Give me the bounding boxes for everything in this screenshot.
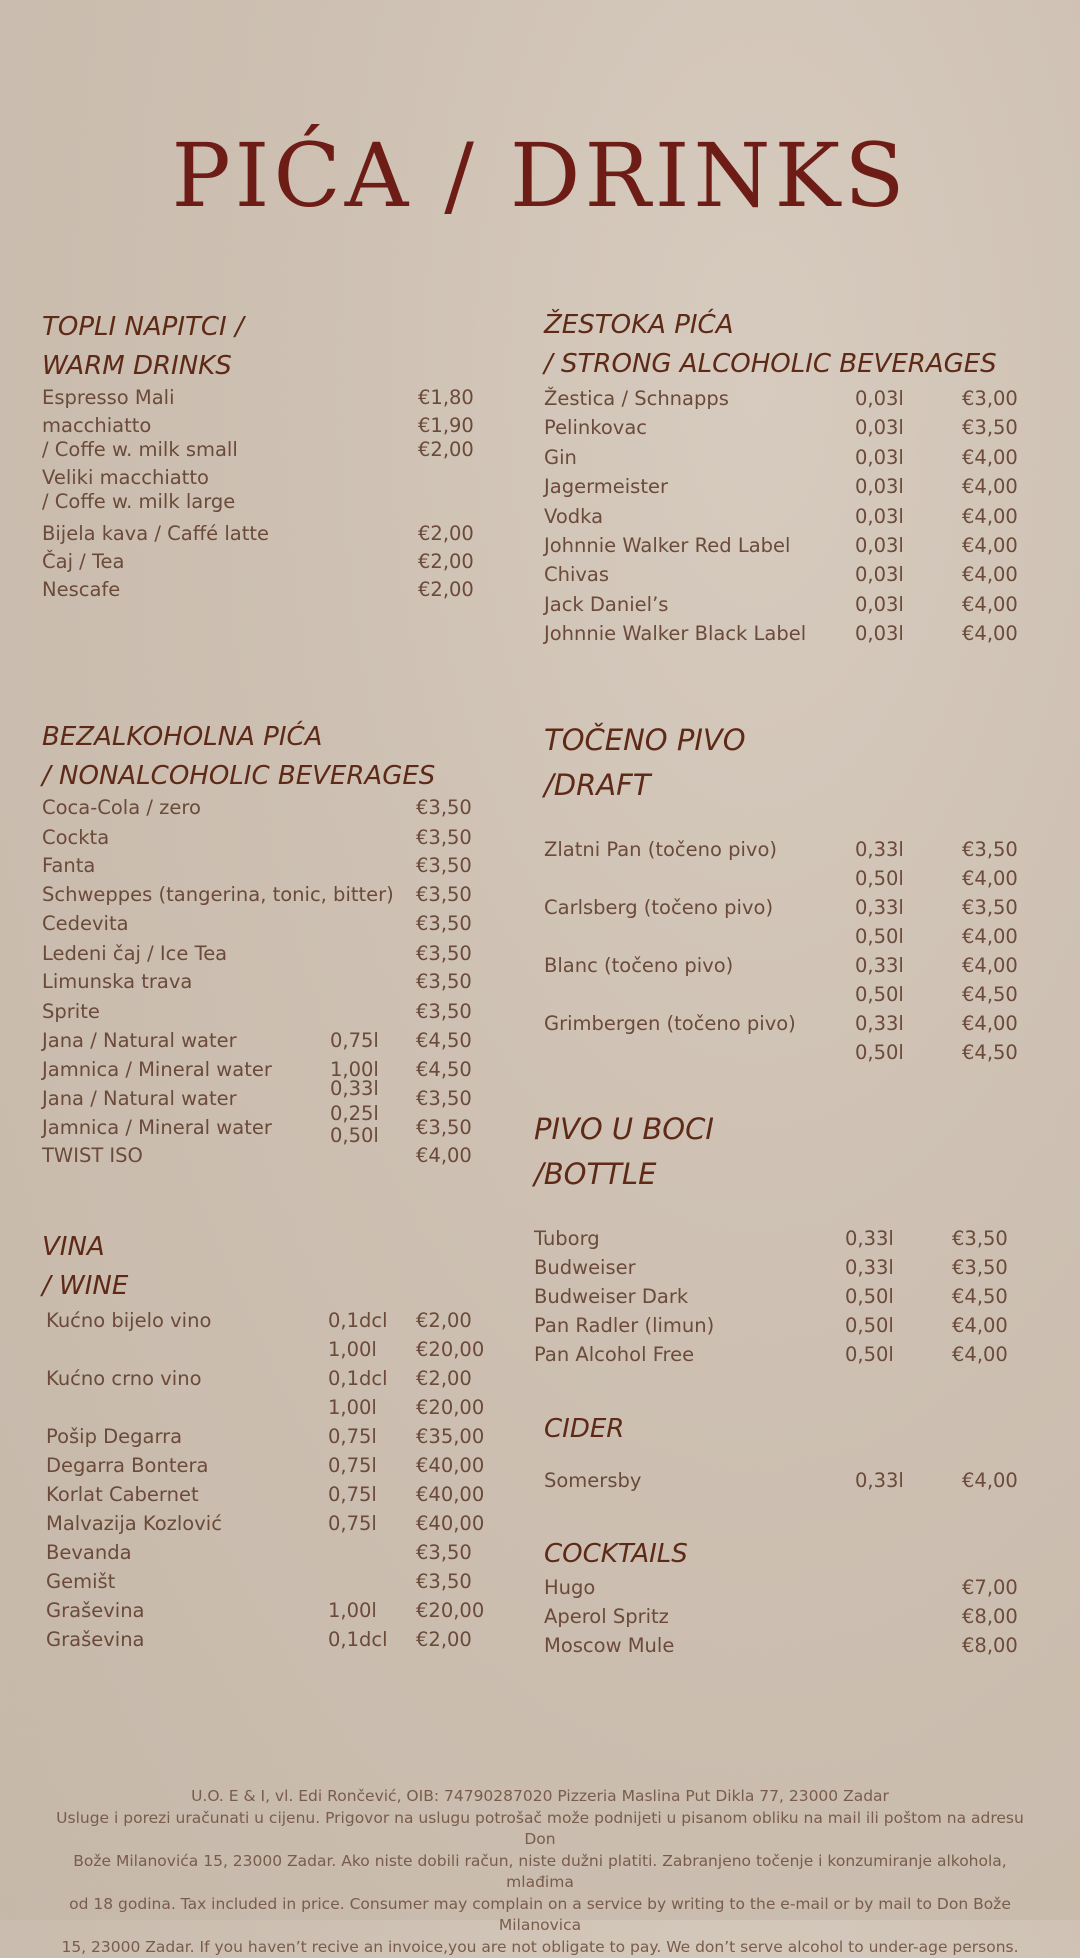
section-strong-drinks bbox=[544, 306, 1044, 652]
item-price: €40,00 bbox=[416, 1483, 484, 1506]
item-name: Budweiser Dark bbox=[534, 1285, 688, 1308]
item-name: Pošip Degarra bbox=[46, 1425, 182, 1448]
item-name: Degarra Bontera bbox=[46, 1454, 208, 1477]
item-price: €35,00 bbox=[416, 1425, 484, 1448]
item-size: 0,03l bbox=[855, 534, 904, 557]
item-price: €20,00 bbox=[416, 1396, 484, 1419]
item-price: €2,00 bbox=[416, 1628, 472, 1651]
item-name: macchiatto bbox=[42, 414, 151, 437]
item-price: €2,00 bbox=[418, 550, 474, 573]
item-name: Nescafe bbox=[42, 578, 120, 601]
item-price: €4,00 bbox=[962, 622, 1018, 645]
item-price: €4,00 bbox=[416, 1144, 472, 1167]
footer-line: Usluge i porezi uračunati u cijenu. Prigovor na uslugu potrošač može podnijeti u pisanom obliku na mail ili poštom na adresu Don bbox=[40, 1808, 1040, 1851]
item-size: 0,03l bbox=[855, 622, 904, 645]
item-price: €40,00 bbox=[416, 1512, 484, 1535]
item-name: / Coffe w. milk small bbox=[42, 438, 238, 461]
item-size: 1,00l bbox=[330, 1058, 379, 1081]
item-price: €3,50 bbox=[416, 1087, 472, 1110]
item-name: Carlsberg (točeno pivo) bbox=[544, 896, 773, 919]
item-price: €1,80 bbox=[418, 386, 474, 409]
section-title: ŽESTOKA PIĆA bbox=[544, 306, 1044, 345]
item-price: €4,00 bbox=[952, 1314, 1008, 1337]
item-size: 0,33l bbox=[855, 1012, 904, 1035]
item-price: €3,50 bbox=[416, 970, 472, 993]
item-size: 0,33l bbox=[845, 1227, 894, 1250]
item-name: Moscow Mule bbox=[544, 1634, 674, 1657]
item-name: Malvazija Kozlović bbox=[46, 1512, 222, 1535]
item-name: / Coffe w. milk large bbox=[42, 490, 235, 513]
item-size: 1,00l bbox=[328, 1396, 377, 1419]
section-title: COCKTAILS bbox=[544, 1535, 1044, 1574]
footer-line: 15, 23000 Zadar. If you haven’t recive an invoice,you are not obligate to pay. We don’t serve alcohol to under-age persons. bbox=[40, 1937, 1040, 1958]
item-price: €4,00 bbox=[962, 505, 1018, 528]
item-name: Fanta bbox=[42, 854, 95, 877]
item-price: €4,50 bbox=[416, 1029, 472, 1052]
item-name: Jack Daniel’s bbox=[544, 593, 668, 616]
item-name: Budweiser bbox=[534, 1256, 636, 1279]
item-size: 0,33l bbox=[855, 838, 904, 861]
item-name: Korlat Cabernet bbox=[46, 1483, 199, 1506]
item-name: Bijela kava / Caffé latte bbox=[42, 522, 269, 545]
item-price: €4,00 bbox=[962, 925, 1018, 948]
item-price: €2,00 bbox=[418, 578, 474, 601]
item-price: €1,90 bbox=[418, 414, 474, 437]
item-size: 0,50l bbox=[855, 925, 904, 948]
item-price: €3,50 bbox=[952, 1227, 1008, 1250]
item-size: 0,33l bbox=[845, 1256, 894, 1279]
item-price: €3,50 bbox=[416, 1000, 472, 1023]
section-cider bbox=[544, 1410, 1044, 1499]
item-price: €3,50 bbox=[416, 854, 472, 877]
page-title: PIĆA / DRINKS bbox=[0, 132, 1080, 220]
item-size: 0,33l bbox=[855, 896, 904, 919]
item-price: €3,50 bbox=[416, 883, 472, 906]
item-name: Kućno crno vino bbox=[46, 1367, 202, 1390]
item-size: 0,03l bbox=[855, 593, 904, 616]
item-name: Pelinkovac bbox=[544, 416, 647, 439]
item-price: €8,00 bbox=[962, 1605, 1018, 1628]
section-warm-drinks bbox=[42, 308, 482, 608]
item-name: Pan Radler (limun) bbox=[534, 1314, 714, 1337]
item-price: €3,50 bbox=[962, 416, 1018, 439]
item-price: €2,00 bbox=[418, 438, 474, 461]
item-size: 0,75l bbox=[328, 1425, 377, 1448]
item-price: €3,50 bbox=[416, 826, 472, 849]
item-name: Grimbergen (točeno pivo) bbox=[544, 1012, 796, 1035]
item-name: Žestica / Schnapps bbox=[544, 387, 729, 410]
item-size: 0,75l bbox=[330, 1029, 379, 1052]
item-price: €4,50 bbox=[952, 1285, 1008, 1308]
item-name: Gemišt bbox=[46, 1570, 115, 1593]
item-name: Tuborg bbox=[534, 1227, 600, 1250]
item-price: €20,00 bbox=[416, 1338, 484, 1361]
item-name: Cedevita bbox=[42, 912, 129, 935]
section-subtitle: / STRONG ALCOHOLIC BEVERAGES bbox=[544, 345, 1044, 384]
section-title: BEZALKOHOLNA PIĆA bbox=[42, 718, 502, 757]
item-name: Somersby bbox=[544, 1469, 641, 1492]
item-name: Jana / Natural water bbox=[42, 1029, 237, 1052]
item-price: €4,00 bbox=[962, 1469, 1018, 1492]
footer-line: U.O. E & I, vl. Edi Rončević, OIB: 74790287020 Pizzeria Maslina Put Dikla 77, 23000 Zadar bbox=[40, 1786, 1040, 1808]
item-price: €3,50 bbox=[962, 896, 1018, 919]
item-size: 0,03l bbox=[855, 446, 904, 469]
item-size: 0,03l bbox=[855, 505, 904, 528]
item-size: 0,1dcl bbox=[328, 1628, 388, 1651]
item-size: 0,03l bbox=[855, 387, 904, 410]
item-price: €3,50 bbox=[952, 1256, 1008, 1279]
section-nonalcoholic bbox=[42, 718, 502, 1174]
section-subtitle: / WINE bbox=[42, 1267, 502, 1306]
item-price: €4,00 bbox=[952, 1343, 1008, 1366]
item-size: 0,50l bbox=[330, 1124, 379, 1147]
item-size: 0,1dcl bbox=[328, 1309, 388, 1332]
item-size: 0,50l bbox=[845, 1343, 894, 1366]
item-price: €2,00 bbox=[416, 1367, 472, 1390]
item-price: €4,00 bbox=[962, 1012, 1018, 1035]
item-price: €4,00 bbox=[962, 954, 1018, 977]
item-size: 0,33l bbox=[330, 1077, 379, 1100]
footer-line: Bože Milanovića 15, 23000 Zadar. Ako niste dobili račun, niste dužni platiti. Zabranjeno točenje i konzumiranje alkohola, mlađima bbox=[40, 1851, 1040, 1894]
item-name: Johnnie Walker Red Label bbox=[544, 534, 790, 557]
item-size: 0,33l bbox=[855, 1469, 904, 1492]
item-size: 0,33l bbox=[855, 954, 904, 977]
section-title: VINA bbox=[42, 1228, 502, 1267]
item-size: 0,50l bbox=[845, 1314, 894, 1337]
item-price: €4,50 bbox=[416, 1058, 472, 1081]
item-price: €3,50 bbox=[962, 838, 1018, 861]
item-name: Zlatni Pan (točeno pivo) bbox=[544, 838, 777, 861]
section-title: CIDER bbox=[544, 1410, 1044, 1449]
item-name: Chivas bbox=[544, 563, 609, 586]
item-price: €3,50 bbox=[416, 1116, 472, 1139]
section-title: TOČENO PIVO bbox=[544, 718, 1044, 763]
item-name: Gin bbox=[544, 446, 577, 469]
item-name: Jana / Natural water bbox=[42, 1087, 237, 1110]
item-size: 1,00l bbox=[328, 1338, 377, 1361]
item-name: Espresso Mali bbox=[42, 386, 175, 409]
item-name: Limunska trava bbox=[42, 970, 192, 993]
item-price: €3,50 bbox=[416, 1570, 472, 1593]
item-price: €4,00 bbox=[962, 475, 1018, 498]
item-name: Bevanda bbox=[46, 1541, 132, 1564]
item-name: Čaj / Tea bbox=[42, 550, 125, 573]
item-name: TWIST ISO bbox=[42, 1144, 143, 1167]
item-size: 0,25l bbox=[330, 1102, 379, 1125]
item-size: 0,03l bbox=[855, 563, 904, 586]
item-name: Graševina bbox=[46, 1599, 145, 1622]
section-subtitle: /DRAFT bbox=[544, 763, 1044, 808]
section-subtitle: /BOTTLE bbox=[534, 1152, 1044, 1197]
item-price: €4,00 bbox=[962, 593, 1018, 616]
item-size: 0,50l bbox=[855, 1041, 904, 1064]
section-draft-beer bbox=[544, 718, 1044, 1071]
item-size: 0,50l bbox=[845, 1285, 894, 1308]
item-name: Pan Alcohol Free bbox=[534, 1343, 694, 1366]
legal-footer bbox=[40, 1786, 1040, 1958]
item-price: €4,00 bbox=[962, 446, 1018, 469]
item-name: Hugo bbox=[544, 1576, 595, 1599]
item-size: 0,75l bbox=[328, 1483, 377, 1506]
item-price: €4,00 bbox=[962, 563, 1018, 586]
footer-line: od 18 godina. Tax included in price. Consumer may complain on a service by writing to the e-mail or by mail to Don Bože Milanovica bbox=[40, 1894, 1040, 1937]
item-price: €7,00 bbox=[962, 1576, 1018, 1599]
item-price: €3,50 bbox=[416, 942, 472, 965]
item-price: €3,50 bbox=[416, 796, 472, 819]
section-title: PIVO U BOCI bbox=[534, 1107, 1044, 1152]
item-name: Jagermeister bbox=[544, 475, 668, 498]
item-size: 0,75l bbox=[328, 1454, 377, 1477]
section-cocktails bbox=[544, 1535, 1044, 1664]
item-price: €4,00 bbox=[962, 534, 1018, 557]
item-price: €4,50 bbox=[962, 1041, 1018, 1064]
item-name: Blanc (točeno pivo) bbox=[544, 954, 733, 977]
section-wine bbox=[42, 1228, 502, 1658]
item-name: Vodka bbox=[544, 505, 603, 528]
item-price: €4,50 bbox=[962, 983, 1018, 1006]
item-price: €3,50 bbox=[416, 912, 472, 935]
item-name: Kućno bijelo vino bbox=[46, 1309, 211, 1332]
item-name: Jamnica / Mineral water bbox=[42, 1058, 272, 1081]
item-name: Ledeni čaj / Ice Tea bbox=[42, 942, 227, 965]
item-price: €8,00 bbox=[962, 1634, 1018, 1657]
item-price: €2,00 bbox=[418, 522, 474, 545]
item-name: Johnnie Walker Black Label bbox=[544, 622, 806, 645]
section-subtitle: WARM DRINKS bbox=[42, 347, 482, 386]
item-name: Schweppes (tangerina, tonic, bitter) bbox=[42, 883, 394, 906]
item-price: €2,00 bbox=[416, 1309, 472, 1332]
item-price: €4,00 bbox=[962, 867, 1018, 890]
item-name: Veliki macchiatto bbox=[42, 466, 209, 489]
item-name: Cockta bbox=[42, 826, 109, 849]
item-size: 0,50l bbox=[855, 867, 904, 890]
item-name: Sprite bbox=[42, 1000, 100, 1023]
item-price: €40,00 bbox=[416, 1454, 484, 1477]
item-name: Jamnica / Mineral water bbox=[42, 1116, 272, 1139]
item-price: €20,00 bbox=[416, 1599, 484, 1622]
item-size: 0,50l bbox=[855, 983, 904, 1006]
item-size: 0,75l bbox=[328, 1512, 377, 1535]
section-bottled-beer bbox=[534, 1107, 1044, 1373]
item-name: Graševina bbox=[46, 1628, 145, 1651]
item-price: €3,00 bbox=[962, 387, 1018, 410]
section-title: TOPLI NAPITCI / bbox=[42, 308, 482, 347]
item-size: 1,00l bbox=[328, 1599, 377, 1622]
item-name: Coca-Cola / zero bbox=[42, 796, 201, 819]
item-size: 0,03l bbox=[855, 416, 904, 439]
section-subtitle: / NONALCOHOLIC BEVERAGES bbox=[42, 757, 502, 796]
item-price: €3,50 bbox=[416, 1541, 472, 1564]
item-size: 0,03l bbox=[855, 475, 904, 498]
item-size: 0,1dcl bbox=[328, 1367, 388, 1390]
item-name: Aperol Spritz bbox=[544, 1605, 669, 1628]
